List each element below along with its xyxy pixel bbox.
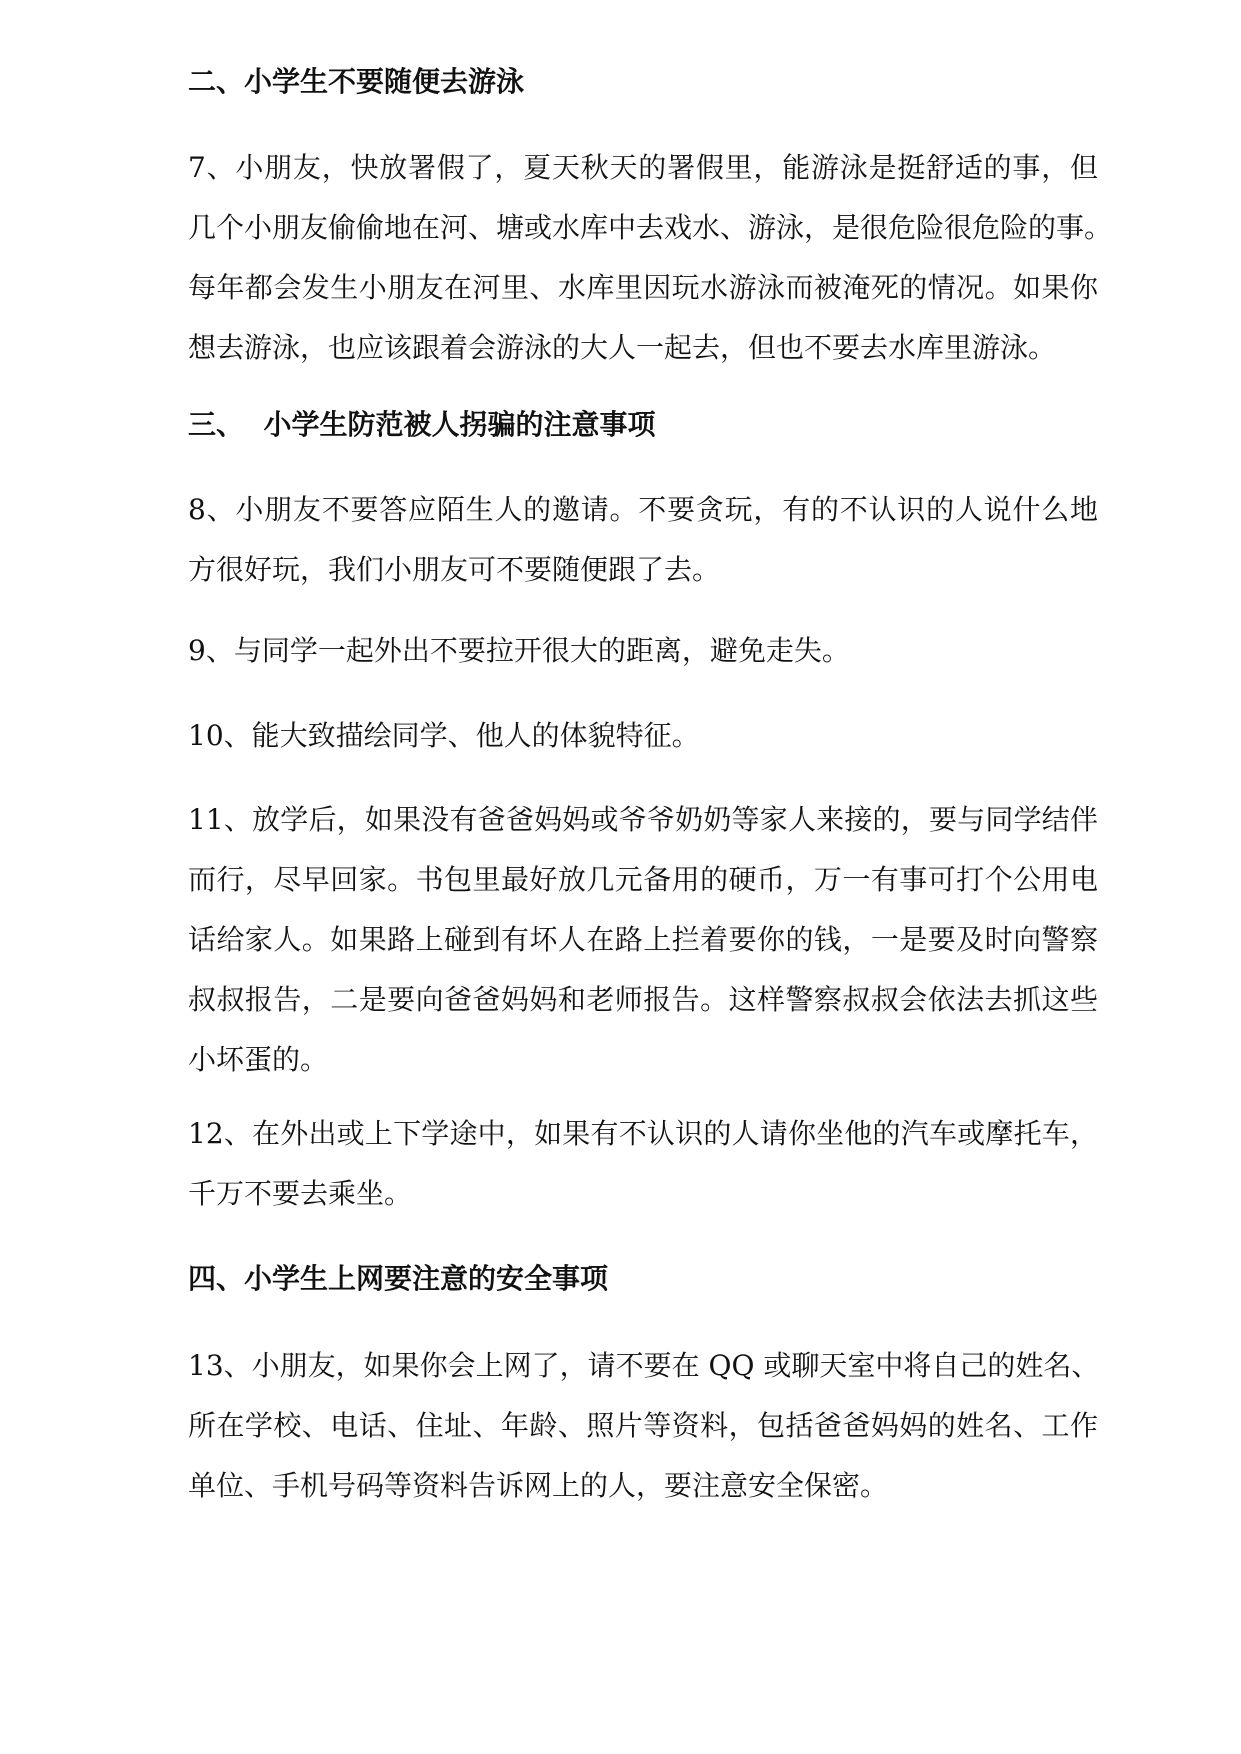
- paragraph-8: [188, 480, 1098, 600]
- section-heading-abduction: 三、 小学生防范被人拐骗的注意事项: [188, 408, 656, 441]
- section-heading-swimming: 二、小学生不要随便去游泳: [188, 65, 525, 98]
- text-line: 小坏蛋的。: [188, 1043, 329, 1076]
- text-line: 7、小朋友，快放署假了，夏天秋天的署假里，能游泳是挺舒适的事，但: [188, 151, 1098, 184]
- text-line: 9、与同学一起外出不要拉开很大的距离，避免走失。: [188, 634, 850, 667]
- paragraph-7: [188, 138, 1113, 378]
- paragraph-9: [188, 621, 1098, 681]
- paragraph-10: [188, 706, 1098, 766]
- text-line: 8、小朋友不要答应陌生人的邀请。不要贪玩，有的不认识的人说什么地: [188, 493, 1098, 526]
- text-line: 方很好玩，我们小朋友可不要随便跟了去。: [188, 553, 721, 586]
- text-line: 11、放学后，如果没有爸爸妈妈或爷爷奶奶等家人来接的，要与同学结伴: [188, 803, 1098, 836]
- text-line: 单位、手机号码等资料告诉网上的人，要注意安全保密。: [188, 1469, 889, 1502]
- text-line: 所在学校、电话、住址、年龄、照片等资料，包括爸爸妈妈的姓名、工作: [188, 1409, 1098, 1442]
- paragraph-12: [188, 1104, 1098, 1224]
- text-line: 12、在外出或上下学途中，如果有不认识的人请你坐他的汽车或摩托车，: [188, 1117, 1098, 1150]
- text-line: 想去游泳，也应该跟着会游泳的大人一起去，但也不要去水库里游泳。: [188, 331, 1057, 364]
- section-heading-internet: 四、小学生上网要注意的安全事项: [188, 1262, 609, 1295]
- text-line: 叔叔报告，二是要向爸爸妈妈和老师报告。这样警察叔叔会依法去抓这些: [188, 983, 1098, 1016]
- text-line: 13、小朋友，如果你会上网了，请不要在 QQ 或聊天室中将自己的姓名、: [188, 1349, 1100, 1382]
- text-line: 几个小朋友偷偷地在河、塘或水库中去戏水、游泳，是很危险很危险的事。: [188, 211, 1113, 244]
- text-line: 话给家人。如果路上碰到有坏人在路上拦着要你的钱，一是要及时向警察: [188, 923, 1098, 956]
- text-line: 而行，尽早回家。书包里最好放几元备用的硬币，万一有事可打个公用电: [188, 863, 1098, 896]
- text-line: 10、能大致描绘同学、他人的体貌特征。: [188, 719, 700, 752]
- text-line: 千万不要去乘坐。: [188, 1177, 413, 1210]
- paragraph-11: [188, 790, 1098, 1090]
- text-line: 每年都会发生小朋友在河里、水库里因玩水游泳而被淹死的情况。如果你: [188, 271, 1098, 304]
- paragraph-13: [188, 1336, 1098, 1516]
